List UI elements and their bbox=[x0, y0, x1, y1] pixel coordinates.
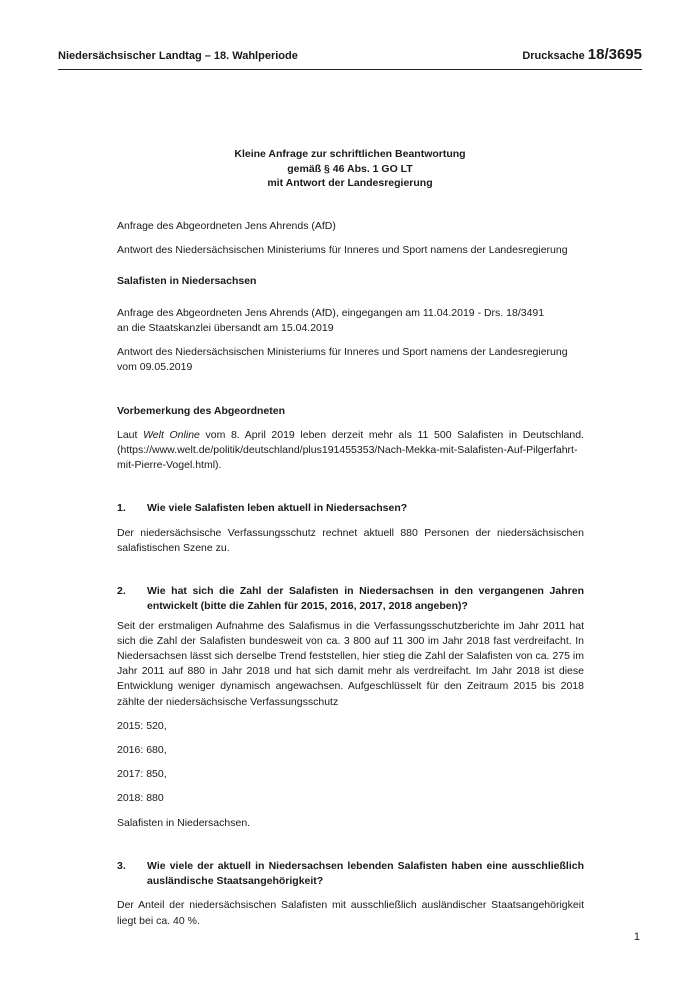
preface-text bbox=[117, 428, 584, 474]
drucksache-text: Drucksache bbox=[522, 50, 585, 62]
drucksache-number: 18/3695 bbox=[587, 46, 642, 63]
received-line-2: an die Staatskanzlei übersandt am 15.04.2019 bbox=[117, 321, 334, 334]
answer-date-info bbox=[117, 345, 584, 375]
preface-text-after: vom 8. April 2019 leben derzeit mehr als 11 500 Salafisten in Deutschland. (https://www.welt.de/politik/deutschland/plus191455353/Nach-Mekka-mit-Salafisten-Auf-Pilgerfahrt-mit-Pierre-Vogel.html). bbox=[117, 428, 584, 472]
header-rule bbox=[58, 69, 642, 70]
answer-2: Seit der erstmaligen Aufnahme des Salafismus in die Verfassungsschutzberichte im Jahr 2011 hat sich die Zahl der Salafisten bundesweit von ca. 3 800 auf 11 300 im Jahr 2018 fast verdreifacht. In Niedersachsen lässt sich derselbe Trend feststellen, hier stieg die Zahl der Salafisten von ca. 275 im Jahr 2011 auf 880 in Jahr 2018 und hat sich damit mehr als verdreifacht. Im Jahr 2018 ist diese Entwicklung weniger dynamisch angewachsen. Aufgeschlüsselt für den Zeitraum 2015 bis 2018 zählte der niedersächsische Verfassungsschutz bbox=[117, 619, 584, 708]
answer-3: Der Anteil der niedersächsischen Salafisten mit ausschließlich ausländischer Staatsangehörigkeit liegt bei ca. 40 %. bbox=[117, 899, 584, 927]
preface-text-before: Laut bbox=[117, 428, 144, 441]
question-3-text: Wie viele der aktuell in Niedersachsen lebenden Salafisten haben eine ausschließlich ausländische Staatsangehörigkeit? bbox=[147, 859, 584, 888]
intro-antwort: Antwort des Niedersächsischen Ministeriums für Inneres und Sport namens der Landesregierung bbox=[117, 244, 568, 257]
subject-heading: Salafisten in Niedersachsen bbox=[117, 275, 257, 288]
year-2016: 2016: 680, bbox=[117, 744, 167, 757]
parliament-label: Niedersächsischer Landtag – 18. Wahlperiode bbox=[58, 50, 298, 62]
question-3 bbox=[117, 859, 584, 889]
answer-date-line-1: Antwort des Niedersächsischen Ministeriums für Inneres und Sport namens der Landesregierung bbox=[117, 346, 568, 359]
intro-anfrage: Anfrage des Abgeordneten Jens Ahrends (AfD) bbox=[117, 220, 336, 232]
preface-heading: Vorbemerkung des Abgeordneten bbox=[117, 404, 286, 417]
answer-2-closing: Salafisten in Niedersachsen. bbox=[117, 816, 251, 829]
question-2 bbox=[117, 584, 584, 614]
page-number: 1 bbox=[633, 931, 640, 943]
year-2017: 2017: 850, bbox=[117, 768, 167, 781]
question-1-text: Wie viele Salafisten leben aktuell in Niedersachsen? bbox=[147, 502, 408, 515]
question-1-number: 1. bbox=[117, 502, 126, 515]
page-header bbox=[58, 44, 642, 66]
document-body bbox=[117, 219, 584, 938]
answer-date-line-2: vom 09.05.2019 bbox=[117, 361, 193, 374]
received-line-1: Anfrage des Abgeordneten Jens Ahrends (AfD), eingegangen am 11.04.2019 - Drs. 18/3491 bbox=[117, 306, 545, 319]
title-line-3: mit Antwort der Landesregierung bbox=[267, 177, 433, 190]
document-title bbox=[58, 147, 642, 191]
year-2015: 2015: 520, bbox=[117, 719, 167, 732]
question-2-number: 2. bbox=[117, 585, 126, 598]
answer-1: Der niedersächsische Verfassungsschutz rechnet aktuell 880 Personen der niedersächsischen salafistischen Szene zu. bbox=[117, 526, 584, 554]
year-2018: 2018: 880 bbox=[117, 792, 164, 805]
drucksache-label bbox=[522, 44, 642, 66]
question-2-text: Wie hat sich die Zahl der Salafisten in Niedersachsen in den vergangenen Jahren entwickelt (bitte die Zahlen für 2015, 2016, 2017, 2018 angeben)? bbox=[147, 585, 584, 613]
title-line-1: Kleine Anfrage zur schriftlichen Beantwortung bbox=[234, 148, 466, 160]
preface-source: Welt Online bbox=[143, 428, 200, 441]
question-1 bbox=[117, 501, 584, 516]
question-3-number: 3. bbox=[117, 859, 126, 872]
title-line-2: gemäß § 46 Abs. 1 GO LT bbox=[287, 162, 413, 175]
received-info bbox=[117, 306, 584, 336]
